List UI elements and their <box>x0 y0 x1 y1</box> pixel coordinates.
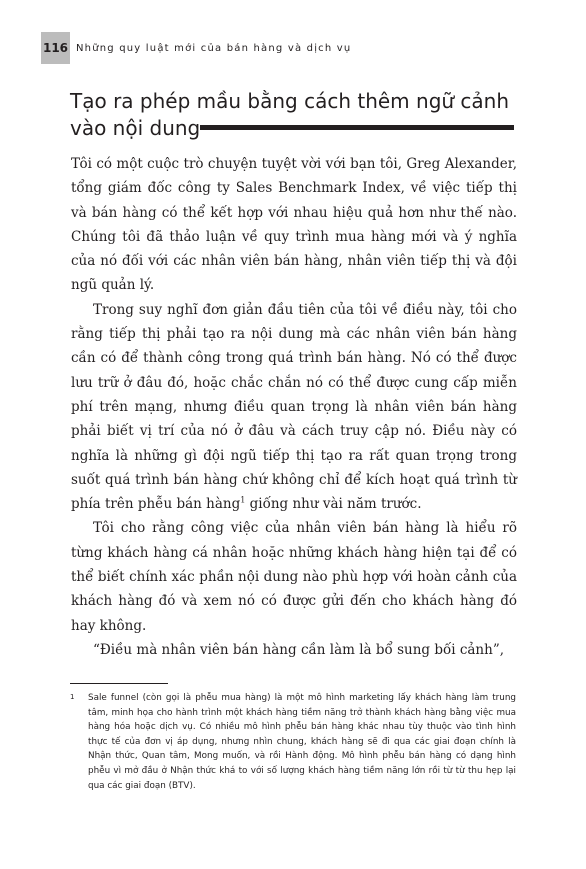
paragraph-1: Tôi có một cuộc trò chuyện tuyệt vời với bạn tôi, Greg Alexander, tổng giám đốc công ty Sales Benchmark Index, về việc tiếp thị và bán hàng có thể kết hợp với nhau hiệu quả hơn như thế nào. Chúng tôi đã thảo luận về quy trình mua hàng mới và ý nghĩa của nó đối với các nhân viên bán hàng, nhân viên tiếp thị và đội ngũ quản lý. <box>71 156 517 294</box>
paragraph-2 <box>71 298 517 517</box>
section-heading-line-1: Tạo ra phép mầu bằng cách thêm ngữ cảnh <box>70 89 510 113</box>
page-number: 116 <box>41 32 70 64</box>
footnote-mark: 1 <box>70 693 75 701</box>
body-text <box>71 152 517 662</box>
section-heading-line-2: vào nội dung <box>70 116 201 140</box>
paragraph-4: “Điều mà nhân viên bán hàng cần làm là bổ sung bối cảnh”, <box>93 641 505 658</box>
paragraph-2-text: Trong suy nghĩ đơn giản đầu tiên của tôi về điều này, tôi cho rằng tiếp thị phải tạo ra nội dung mà các nhân viên bán hàng cần có để thành công trong quá trình bán hàng. Nó có thể được lưu trữ ở đâu đó, hoặc chắc chắn nó có thể được cung cấp miễn phí trên mạng, nhưng điều quan trọng là nhân viên bán hàng phải biết vị trí của nó ở đâu và cách truy cập nó. Điều này có nghĩa là những gì đội ngũ tiếp thị tạo ra rất quan trọng trong suốt quá trình bán hàng chứ không chỉ để kích hoạt quá trình từ phía trên phễu bán hàng <box>71 301 517 513</box>
footnote-reference[interactable]: 1 <box>240 495 246 505</box>
page-header <box>41 32 351 64</box>
section-heading <box>70 88 530 142</box>
paragraph-2-text-end: giống như vài năm trước. <box>245 496 422 513</box>
heading-rule <box>200 125 514 130</box>
footnote-divider <box>70 683 168 684</box>
footnote <box>70 691 516 793</box>
footnote-text: Sale funnel (còn gọi là phễu mua hàng) là một mô hình marketing lấy khách hàng làm trung tâm, minh họa cho hành trình một khách hàng tiềm năng trở thành khách hàng bằng việc mua hàng hóa hoặc dịch vụ. Có nhiều mô hình phễu bán hàng khác nhau tùy thuộc vào tình hình thực tế của đơn vị áp dụng, nhưng nhìn chung, khách hàng sẽ đi qua các giai đoạn chính là Nhận thức, Quan tâm, Mong muốn, và rồi Hành động. Mô hình phễu bán hàng có dạng hình phễu vì mở đầu ở Nhận thức khá to với số lượng khách hàng tiềm năng lớn rồi từ từ thu hẹp lại qua các giai đoạn (BTV). <box>88 693 516 791</box>
running-title: Những quy luật mới của bán hàng và dịch vụ <box>76 42 352 54</box>
paragraph-3: Tôi cho rằng công việc của nhân viên bán hàng là hiểu rõ từng khách hàng cá nhân hoặc những khách hàng hiện tại để có thể biết chính xác phần nội dung nào phù hợp với hoàn cảnh của khách hàng đó và xem nó có được gửi đến cho khách hàng đó hay không. <box>71 520 517 634</box>
